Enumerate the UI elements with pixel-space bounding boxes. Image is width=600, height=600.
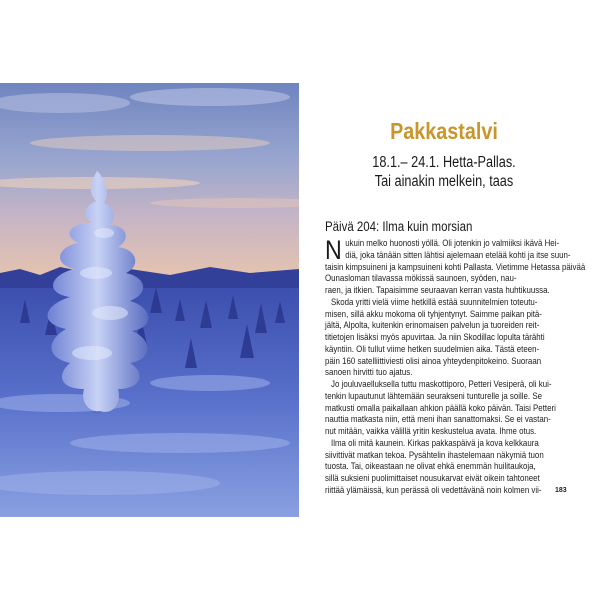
text-line: tuosta. Tai, oikeastaan ne olivat ehkä enemmän huilitaukoja, [325,461,536,472]
paragraph-4 [325,438,574,497]
text-page [314,0,586,600]
text-line: nauttia matkasta niin, että meni ihan sanattomaksi. Se ei vastan- [325,414,551,425]
text-line: riittää ylämäissä, kun perässä oli vedettävänä noin kolmen vii- [325,484,542,495]
text-line: sanoen hirvitti tuo ajatus. [325,367,413,378]
text-line: siivittivät matkan tekoa. Pysähtelin ihastelemaan näkymiä tuon [325,449,544,460]
text-line: jältä, Alpolta, kuitenkin erinomaisen palvelun ja tuoreiden reit- [325,320,540,331]
text-line: käyntiin. Oli tullut viime hetken suudelmien aika. Tästä eteen- [325,343,540,354]
paragraph-1 [325,235,586,297]
text-line: ukuin melko huonosti yöllä. Oli jotenkin jo valmiiksi ikävä Hei- [345,238,560,248]
paragraph-2 [325,297,574,379]
winter-landscape-photo [0,83,299,517]
text-line: sillä suksieni puolimittaiset nousukarvat eivät oikein tahtoneet [325,473,540,483]
text-line: nut mitään, vaikka välillä yritin keskustelua avata. Ihme otus. [325,426,537,436]
text-line: diä, joka tänään sitten lähtisi ajelemaan etelää kohti ja itse suun- [345,249,571,260]
text-line: matkusti omalla paikallaan ahkion päällä koko päivän. Taisi Petteri [325,402,556,413]
text-line: taisin kimpsuineni ja kampsuineni kohti Pallasta. Vietimme Hetassa päivää Ounasloman tilavassa mökissä saunoen, syöden, nau- [325,261,586,284]
chapter-subtitle [337,153,550,191]
subtitle-line-1: 18.1.– 24.1. Hetta-Pallas. [372,154,516,171]
photo-illustration [0,83,299,517]
body-text [325,235,586,497]
text-line: titietojen lisäksi myös apuvirtaa. Ja niin Skodillac lopulta tärähti [325,332,545,342]
text-line: misen, sillä akku mokoma oli tyhjentynyt. Saimme paikan pitä- [325,308,542,319]
subtitle-line-2: Tai ainakin melkein, taas [374,173,514,190]
text-line: raen, ja itkien. Tapaisimme seuraavan kerran vasta huhtikuussa. [325,285,550,295]
drop-cap: N [325,235,342,265]
chapter-title: Pakkastalvi [390,118,498,144]
text-line: Jo jouluvaelluksella tuttu maskottiporo, Petteri Vesiperä, oli kui- [331,379,552,389]
text-line: Skoda yritti vielä viime hetkillä estää suunnitelmien toteutu- [331,296,538,307]
paragraph-3 [325,379,574,438]
text-line: Ilma oli mitä kaunein. Kirkas pakkaspäivä ja kova kelkkaura [331,437,539,448]
page-number: 183 [555,487,567,494]
section-heading: Päivä 204: Ilma kuin morsian [325,219,473,234]
text-line: tenkin lupautunut lähtemään seurakseni tunturelle ja soille. Se [325,390,542,401]
text-line: päin 160 satelliittiviesti olisi ainoa yhteydenpitokeino. Suoraan [325,355,542,366]
